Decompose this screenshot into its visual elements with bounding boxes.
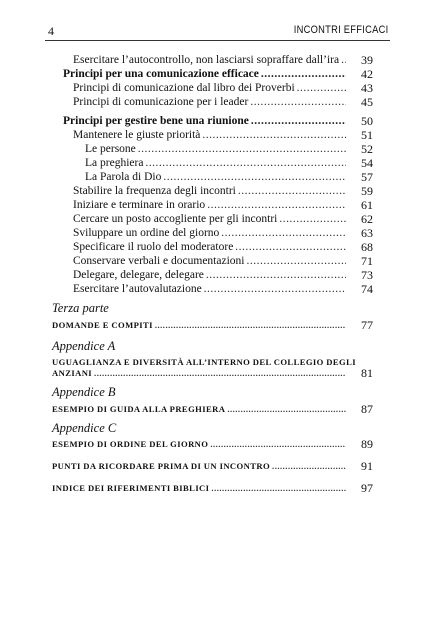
entry-title: Iniziare e terminare in orario bbox=[73, 199, 206, 211]
leader-dots bbox=[210, 437, 346, 451]
entry-title: Delegare, delegare, delegare bbox=[73, 269, 204, 281]
leader-dots bbox=[155, 318, 346, 332]
entry-title: INDICE DEI RIFERIMENTI BIBLICI bbox=[52, 483, 210, 493]
entry-title: Specificare il ruolo del moderatore bbox=[73, 241, 234, 253]
toc-entry[interactable] bbox=[0, 170, 431, 184]
leader-dots bbox=[297, 81, 346, 95]
entry-title: ESEMPIO DI GUIDA ALLA PREGHIERA bbox=[52, 404, 226, 414]
leader-dots bbox=[204, 282, 346, 296]
entry-page: 89 bbox=[361, 437, 373, 451]
leader-dots bbox=[202, 128, 346, 142]
entry-page: 59 bbox=[361, 184, 373, 198]
section-heading: Appendice B bbox=[52, 385, 116, 399]
entry-title: Mantenere le giuste priorità bbox=[73, 129, 201, 141]
toc-entry[interactable] bbox=[0, 53, 431, 67]
leader-dots bbox=[94, 366, 346, 380]
leader-dots bbox=[251, 114, 346, 128]
toc-entry[interactable] bbox=[0, 254, 431, 268]
entry-page: 63 bbox=[361, 226, 373, 240]
entry-page: 61 bbox=[361, 198, 373, 212]
toc-entry[interactable] bbox=[0, 282, 431, 296]
toc-entry[interactable] bbox=[0, 240, 431, 254]
entry-page: 42 bbox=[361, 67, 373, 81]
entry-title: Le persone bbox=[85, 143, 136, 155]
leader-dots bbox=[206, 268, 346, 282]
leader-dots bbox=[235, 240, 346, 254]
entry-title: DOMANDE E COMPITI bbox=[52, 320, 153, 330]
entry-title: Cercare un posto accogliente per gli incontri bbox=[73, 213, 278, 225]
leader-dots bbox=[221, 226, 346, 240]
leader-dots bbox=[145, 156, 346, 170]
leader-dots bbox=[207, 198, 346, 212]
entry-title: Principi per gestire bene una riunione bbox=[63, 115, 249, 127]
toc-entry[interactable] bbox=[0, 268, 431, 282]
leader-dots bbox=[250, 95, 346, 109]
entry-page: 52 bbox=[361, 142, 373, 156]
entry-page: 87 bbox=[361, 402, 373, 416]
leader-dots bbox=[211, 481, 346, 495]
entry-page: 45 bbox=[361, 95, 373, 109]
entry-title: Principi per una comunicazione efficace bbox=[63, 68, 259, 80]
toc-entry[interactable] bbox=[0, 226, 431, 240]
entry-title: Sviluppare un ordine del giorno bbox=[73, 227, 220, 239]
entry-title-line: UGUAGLIANZA E DIVERSITÀ ALL’INTERNO DEL COLLEGIO DEGLI bbox=[52, 357, 356, 367]
toc-entry[interactable] bbox=[0, 366, 431, 380]
entry-page: 71 bbox=[361, 254, 373, 268]
entry-page: 81 bbox=[361, 366, 373, 380]
toc-entry[interactable] bbox=[0, 402, 431, 416]
entry-title: Esercitare l’autocontrollo, non lasciarsi sopraffare dall’ira bbox=[73, 54, 340, 66]
toc-entry[interactable] bbox=[0, 318, 431, 332]
leader-dots bbox=[246, 254, 346, 268]
entry-page: 39 bbox=[361, 53, 373, 67]
leader-dots bbox=[163, 170, 346, 184]
entry-title: ESEMPIO DI ORDINE DEL GIORNO bbox=[52, 439, 209, 449]
entry-title: Principi di comunicazione per i leader bbox=[73, 96, 249, 108]
entry-page: 57 bbox=[361, 170, 373, 184]
entry-page: 73 bbox=[361, 268, 373, 282]
toc-entry[interactable] bbox=[0, 459, 431, 473]
toc-entry[interactable] bbox=[0, 142, 431, 156]
entry-title: Principi di comunicazione dal libro dei Proverbi bbox=[73, 82, 295, 94]
running-head: INCONTRI EFFICACI bbox=[293, 24, 388, 36]
entry-page: 62 bbox=[361, 212, 373, 226]
entry-title: ANZIANI bbox=[52, 368, 93, 378]
page-number: 4 bbox=[48, 24, 54, 38]
section-heading: Appendice C bbox=[52, 421, 117, 435]
section-heading: Appendice A bbox=[52, 339, 116, 353]
leader-dots bbox=[261, 67, 346, 81]
entry-page: 43 bbox=[361, 81, 373, 95]
toc-entry[interactable] bbox=[0, 95, 431, 109]
toc-entry[interactable] bbox=[0, 114, 431, 128]
leader-dots bbox=[238, 184, 346, 198]
entry-page: 74 bbox=[361, 282, 373, 296]
entry-title: La Parola di Dio bbox=[85, 171, 162, 183]
leader-dots bbox=[272, 459, 346, 473]
entry-page: 54 bbox=[361, 156, 373, 170]
section-heading: Terza parte bbox=[52, 301, 109, 315]
leader-dots bbox=[279, 212, 346, 226]
header-rule bbox=[45, 40, 390, 41]
entry-page: 68 bbox=[361, 240, 373, 254]
entry-title: La preghiera bbox=[85, 157, 144, 169]
leader-dots bbox=[341, 53, 346, 67]
entry-page: 50 bbox=[361, 114, 373, 128]
entry-page: 91 bbox=[361, 459, 373, 473]
leader-dots bbox=[138, 142, 346, 156]
entry-page: 51 bbox=[361, 128, 373, 142]
toc-entry[interactable] bbox=[0, 81, 431, 95]
entry-page: 97 bbox=[361, 481, 373, 495]
entry-title: Stabilire la frequenza degli incontri bbox=[73, 185, 236, 197]
leader-dots bbox=[227, 402, 346, 416]
entry-title: PUNTI DA RICORDARE PRIMA DI UN INCONTRO bbox=[52, 461, 271, 471]
toc-entry[interactable] bbox=[0, 212, 431, 226]
toc-entry[interactable] bbox=[0, 67, 431, 81]
entry-page: 77 bbox=[361, 318, 373, 332]
entry-title: Esercitare l’autovalutazione bbox=[73, 283, 202, 295]
toc-entry[interactable] bbox=[0, 184, 431, 198]
toc-entry[interactable] bbox=[0, 198, 431, 212]
entry-title: Conservare verbali e documentazioni bbox=[73, 255, 245, 267]
toc-entry[interactable] bbox=[0, 156, 431, 170]
toc-entry[interactable] bbox=[0, 128, 431, 142]
toc-entry[interactable] bbox=[0, 437, 431, 451]
toc-entry[interactable] bbox=[0, 481, 431, 495]
